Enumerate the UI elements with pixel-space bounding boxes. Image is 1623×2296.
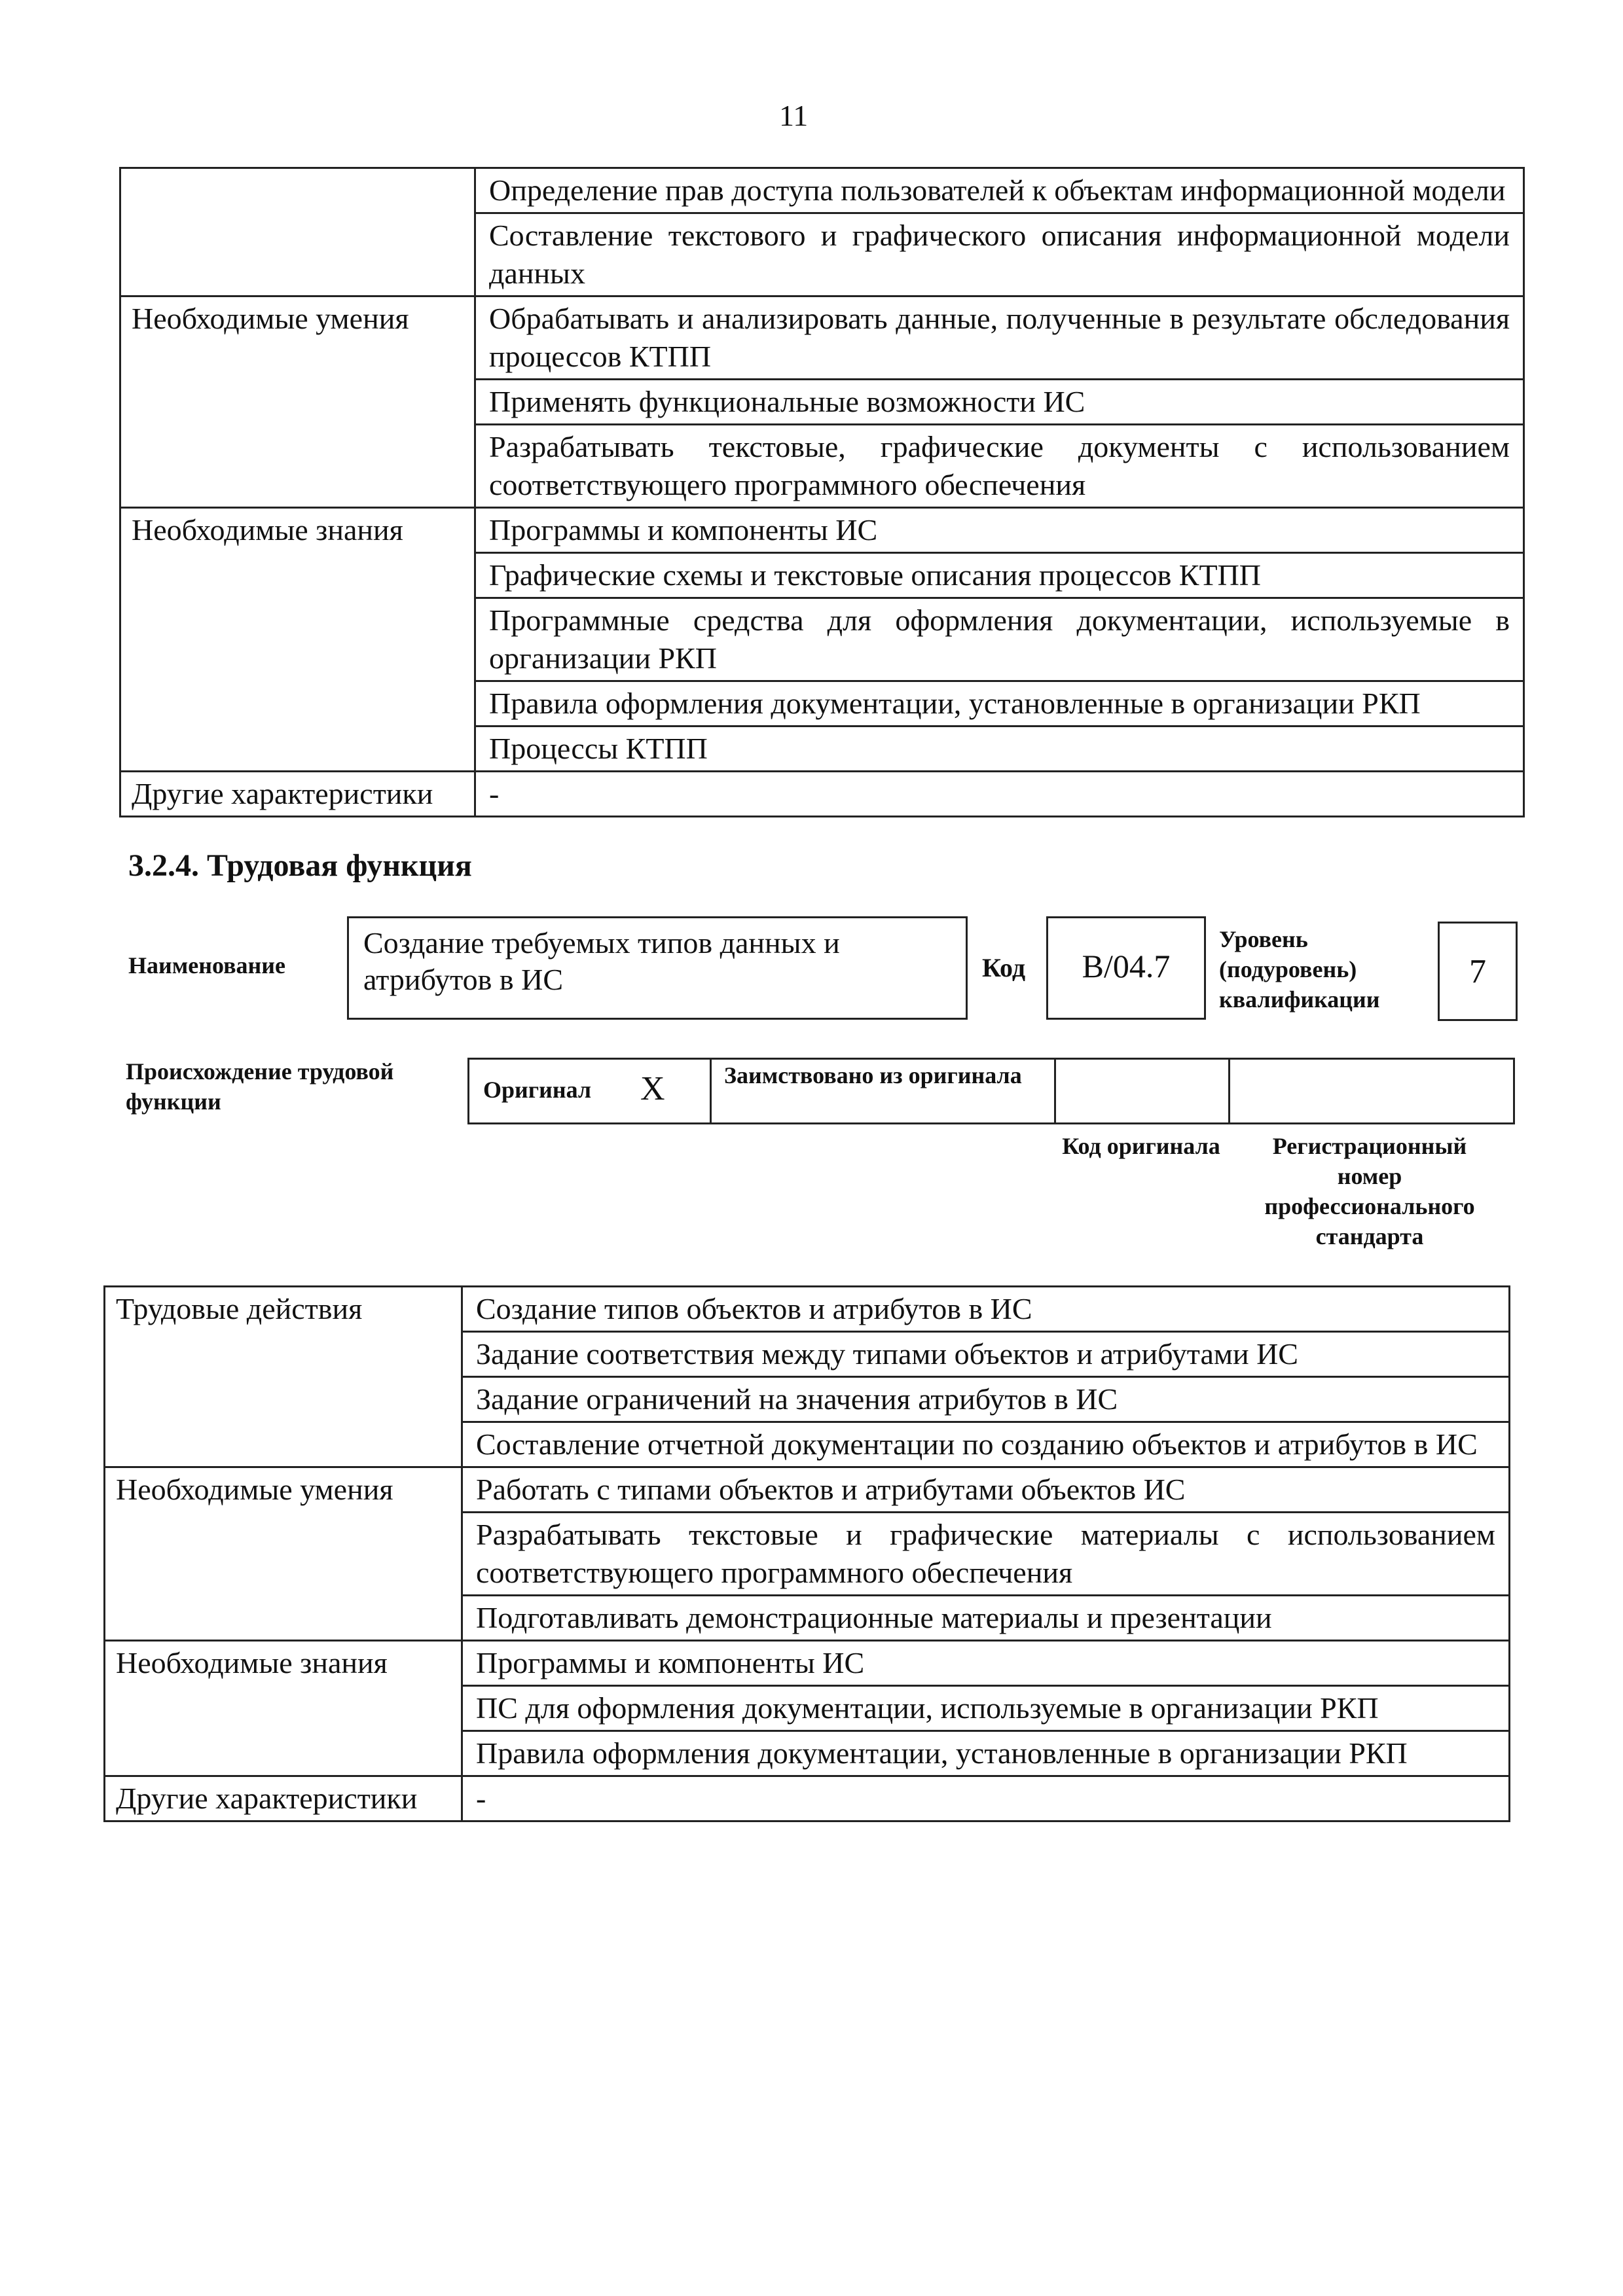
table-row xyxy=(120,296,1524,380)
table-row xyxy=(105,1287,1510,1332)
row-text: Обрабатывать и анализировать данные, полученные в результате обследования процессов КТПП xyxy=(475,296,1524,380)
table-row xyxy=(105,1641,1510,1686)
row-text: Определение прав доступа пользователей к объектам информационной модели xyxy=(475,168,1524,213)
row-label: Другие характеристики xyxy=(105,1776,462,1821)
row-text: Задание соответствия между типами объектов и атрибутами ИС xyxy=(462,1332,1510,1377)
row-text: Программные средства для оформления документации, используемые в организации РКП xyxy=(475,598,1524,681)
row-label xyxy=(120,168,475,296)
row-label: Необходимые знания xyxy=(120,508,475,772)
row-text: - xyxy=(475,772,1524,817)
row-text: Задание ограничений на значения атрибутов в ИС xyxy=(462,1377,1510,1422)
original-label: Оригинал xyxy=(483,1077,592,1103)
table-row xyxy=(120,168,1524,213)
row-text: Процессы КТПП xyxy=(475,726,1524,772)
table-row xyxy=(105,1776,1510,1821)
table-row xyxy=(120,772,1524,817)
row-label: Необходимые знания xyxy=(105,1641,462,1776)
row-text: Графические схемы и текстовые описания процессов КТПП xyxy=(475,553,1524,598)
row-label: Необходимые умения xyxy=(120,296,475,508)
divider xyxy=(1228,1058,1230,1124)
reg-caption: Регистрационный номер профессионального стандарта xyxy=(1264,1133,1475,1249)
row-text: Создание типов объектов и атрибутов в ИС xyxy=(462,1287,1510,1332)
row-text: Подготавливать демонстрационные материалы и презентации xyxy=(462,1596,1510,1641)
row-text: ПС для оформления документации, используемые в организации РКП xyxy=(462,1686,1510,1731)
divider xyxy=(710,1058,712,1124)
level-value: 7 xyxy=(1438,922,1518,1021)
row-text: Составление текстового и графического описания информационной модели данных xyxy=(475,213,1524,296)
table-row xyxy=(105,1467,1510,1513)
row-text: - xyxy=(462,1776,1510,1821)
row-text: Программы и компоненты ИС xyxy=(475,508,1524,553)
row-text: Составление отчетной документации по созданию объектов и атрибутов в ИС xyxy=(462,1422,1510,1467)
row-text: Работать с типами объектов и атрибутами объектов ИС xyxy=(462,1467,1510,1513)
level-label: Уровень (подуровень) квалификации xyxy=(1219,926,1380,1013)
page-number: 11 xyxy=(779,99,809,132)
row-text: Программы и компоненты ИС xyxy=(462,1641,1510,1686)
function-details-table xyxy=(103,1285,1510,1822)
name-label: Наименование xyxy=(128,952,285,978)
row-text: Разрабатывать текстовые и графические материалы с использованием соответствующего программного обеспечения xyxy=(462,1513,1510,1596)
name-value: Создание требуемых типов данных и атрибутов в ИС xyxy=(347,916,968,1020)
original-mark: X xyxy=(640,1070,665,1107)
section-heading: 3.2.4. Трудовая функция xyxy=(128,848,472,883)
code-label: Код xyxy=(982,953,1026,982)
row-text: Разрабатывать текстовые, графические документы с использованием соответствующего программного обеспечения xyxy=(475,425,1524,508)
table-row xyxy=(120,508,1524,553)
row-label: Необходимые умения xyxy=(105,1467,462,1641)
row-text: Правила оформления документации, установленные в организации РКП xyxy=(475,681,1524,726)
code-value: B/04.7 xyxy=(1046,916,1206,1020)
origin-label: Происхождение трудовой функции xyxy=(126,1058,394,1115)
row-text: Правила оформления документации, установленные в организации РКП xyxy=(462,1731,1510,1776)
borrowed-label: Заимствовано из оригинала xyxy=(724,1062,1022,1088)
divider xyxy=(1054,1058,1056,1124)
row-label: Трудовые действия xyxy=(105,1287,462,1467)
code-caption: Код оригинала xyxy=(1062,1133,1220,1159)
continuation-table xyxy=(119,167,1525,817)
row-text: Применять функциональные возможности ИС xyxy=(475,380,1524,425)
row-label: Другие характеристики xyxy=(120,772,475,817)
